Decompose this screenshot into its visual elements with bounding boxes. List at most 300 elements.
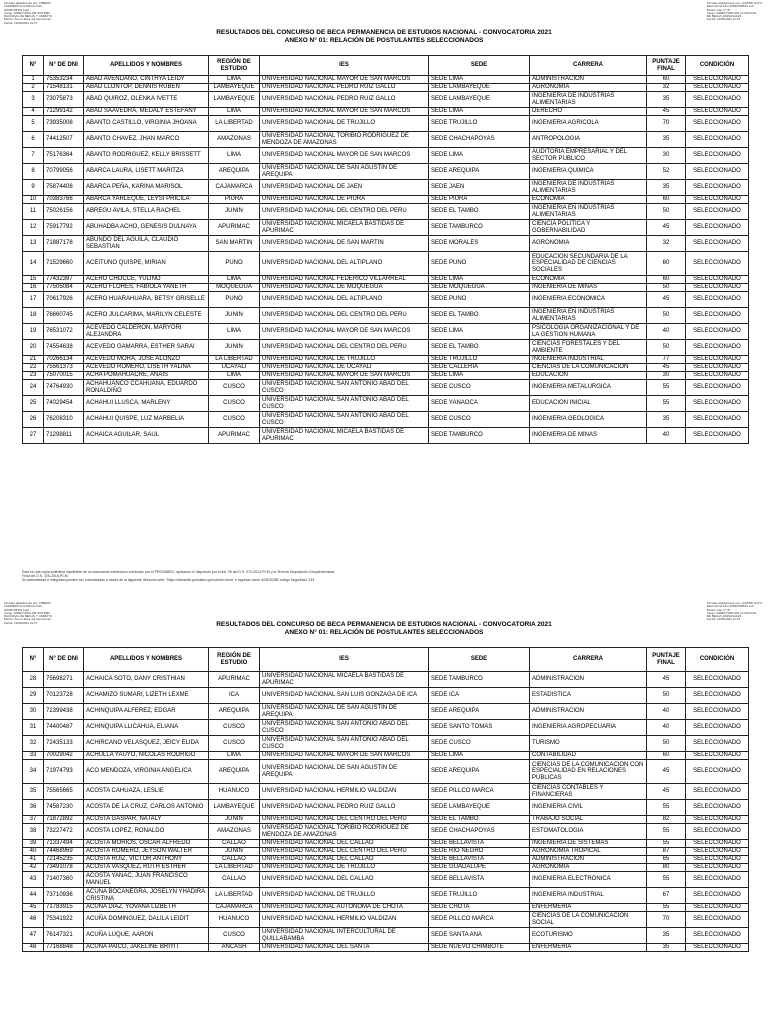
cell-region: JUNIN [209, 340, 260, 356]
cell-ies: UNIVERSIDAD NACIONAL MAYOR DE SAN MARCOS [260, 372, 429, 380]
cell-carrera: TRABAJO SOCIAL [530, 816, 647, 824]
cell-ies: UNIVERSIDAD NACIONAL DEL CALLAO [260, 872, 429, 888]
col-dni: N° DE DNI [44, 56, 84, 76]
cell-puntaje: 32 [647, 236, 686, 252]
cell-num: 13 [23, 236, 44, 252]
cell-name: ACHULLA YAUYO, NICOLAS RODRIGO [84, 752, 209, 760]
cell-condicion: SELECCIONADO [686, 276, 749, 284]
cell-carrera: INGENIERIA INDUSTRIAL [530, 888, 647, 904]
cell-carrera: AGRONOMIA [530, 84, 647, 92]
cell-name: ACEVEDO ROMERO, LISETH YALINA [84, 364, 209, 372]
cell-condicion: SELECCIONADO [686, 108, 749, 116]
cell-sede: SEDE NUEVO CHIMBOTE [429, 944, 530, 952]
table-row [23, 784, 749, 800]
cell-dni: 73075873 [44, 92, 84, 108]
cell-ies: UNIVERSIDAD NACIONAL AUTONOMA DE CHOTA [260, 904, 429, 912]
cell-num: 25 [23, 396, 44, 412]
cell-carrera: CIENCIAS FORESTALES Y DEL AMBIENTE [530, 340, 647, 356]
table-row [23, 396, 749, 412]
table-row [23, 904, 749, 912]
cell-dni: 75070015 [44, 372, 84, 380]
col-region: REGIÓN DE ESTUDIO [209, 648, 260, 672]
cell-carrera: ESTOMATOLOGIA [530, 824, 647, 840]
cell-condicion: SELECCIONADO [686, 252, 749, 276]
cell-puntaje: 40 [647, 428, 686, 444]
cell-dni: 74412507 [44, 132, 84, 148]
table-row [23, 196, 749, 204]
cell-dni: 72399438 [44, 704, 84, 720]
cell-name: ACHAMIZO SUMARI, LIZETH LEXME [84, 688, 209, 704]
cell-puntaje: 45 [647, 364, 686, 372]
cell-ies: UNIVERSIDAD NACIONAL DEL CENTRO DEL PERU [260, 204, 429, 220]
table-row [23, 284, 749, 292]
cell-carrera: CIENCIAS DE LA COMUNICACION SOCIAL [530, 912, 647, 928]
cell-puntaje: 35 [647, 132, 686, 148]
cell-dni: 76208310 [44, 412, 84, 428]
cell-num: 27 [23, 428, 44, 444]
cell-num: 47 [23, 928, 44, 944]
cell-num: 26 [23, 412, 44, 428]
cell-condicion: SELECCIONADO [686, 148, 749, 164]
cell-num: 24 [23, 380, 44, 396]
cell-carrera: ENFERMERIA [530, 904, 647, 912]
cell-carrera: ECONOMIA [530, 276, 647, 284]
col-num: N° [23, 648, 44, 672]
table-row [23, 132, 749, 148]
cell-carrera: INGENIERIA AGROPECUARIA [530, 720, 647, 736]
footer-note: Esta es una copia auténtica imprimible de un documento electrónico archivado por el PRONABEC, aplicando lo dispuesto por el Art. 25 del D.S. 070-2013-PCM y la Tercera Disposición Complementaria Final del D.S. 026-2016-PCM. Su autenticidad e integridad pueden ser contrastadas a través de la siguiente dirección web: "https://sitramite.pronabec.gob.pe/sin-firma" e ingresar clave: 8J2E5CBB código seguridad: 233 [22, 570, 335, 582]
cell-carrera: INGENIERIA EN INDUSTRIAS ALIMENTARIAS [530, 204, 647, 220]
cell-region: AREQUIPA [209, 164, 260, 180]
cell-carrera: AGRONOMIA [530, 864, 647, 872]
cell-dni: 70266134 [44, 356, 84, 364]
cell-puntaje: 50 [647, 204, 686, 220]
cell-carrera: INGENIERIA METALURGICA [530, 380, 647, 396]
cell-num: 3 [23, 92, 44, 108]
cell-condicion: SELECCIONADO [686, 164, 749, 180]
cell-sede: SEDE CALLERIA [429, 364, 530, 372]
cell-num: 14 [23, 252, 44, 276]
cell-puntaje: 60 [647, 252, 686, 276]
col-condicion: CONDICIÓN [686, 56, 749, 76]
cell-sede: SEDE EL TAMBO [429, 204, 530, 220]
cell-sede: SEDE MORALES [429, 236, 530, 252]
cell-sede: SEDE JAEN [429, 180, 530, 196]
cell-name: ABARCA YARLEQUE, LEYSI PRICILA [84, 196, 209, 204]
cell-region: LA LIBERTAD [209, 116, 260, 132]
cell-num: 11 [23, 204, 44, 220]
cell-sede: SEDE TAMBURCO [429, 220, 530, 236]
cell-ies: UNIVERSIDAD NACIONAL MICAELA BASTIDAS DE APURIMAC [260, 672, 429, 688]
cell-name: ACOSTA VASQUEZ, RUTH ESTHER [84, 864, 209, 872]
table-row [23, 928, 749, 944]
cell-puntaje: 55 [647, 380, 686, 396]
cell-sede: SEDE PUNO [429, 292, 530, 308]
cell-name: ABAD SAAVEDRA, MEDALY ESTEFANY [84, 108, 209, 116]
col-carrera: CARRERA [530, 648, 647, 672]
table-row [23, 372, 749, 380]
cell-name: ACOSTA CAHUAZA, LESLIE [84, 784, 209, 800]
cell-sede: SEDE TRUJILLO [429, 888, 530, 904]
cell-dni: 75565665 [44, 784, 84, 800]
cell-dni: 73935008 [44, 116, 84, 132]
cell-sede: SEDE PIURA [429, 196, 530, 204]
cell-name: ACO MENDOZA, VIRGINIA ANGELICA [84, 760, 209, 784]
cell-dni: 74587230 [44, 800, 84, 816]
cell-puntaje: 50 [647, 688, 686, 704]
cell-name: ACOSTA RUIZ, VICTOR ANTHONY [84, 856, 209, 864]
cell-name: ABANTO CASTILLO, VIRGINIA JHOANA [84, 116, 209, 132]
table-row [23, 204, 749, 220]
cell-sede: SEDE SANTO TOMAS [429, 720, 530, 736]
cell-sede: SEDE LIMA [429, 148, 530, 164]
cell-num: 33 [23, 752, 44, 760]
table-row [23, 220, 749, 236]
cell-carrera: DERECHO [530, 108, 647, 116]
cell-puntaje: 40 [647, 704, 686, 720]
cell-condicion: SELECCIONADO [686, 824, 749, 840]
cell-carrera: INGENIERIA CIVIL [530, 800, 647, 816]
table-row [23, 276, 749, 284]
cell-dni: 70123728 [44, 688, 84, 704]
cell-dni: 75353234 [44, 76, 84, 84]
cell-sede: SEDE PILLCO MARCA [429, 784, 530, 800]
cell-puntaje: 45 [647, 220, 686, 236]
cell-num: 41 [23, 856, 44, 864]
cell-condicion: SELECCIONADO [686, 308, 749, 324]
cell-num: 30 [23, 704, 44, 720]
cell-condicion: SELECCIONADO [686, 220, 749, 236]
cell-region: LAMBAYEQUE [209, 92, 260, 108]
cell-carrera: INGENIERIA ECONOMICA [530, 292, 647, 308]
cell-sede: SEDE ICA [429, 688, 530, 704]
cell-sede: SEDE LIMA [429, 276, 530, 284]
cell-condicion: SELECCIONADO [686, 364, 749, 372]
cell-condicion: SELECCIONADO [686, 840, 749, 848]
cell-dni: 71529660 [44, 252, 84, 276]
cell-sede: SEDE EL TAMBO [429, 816, 530, 824]
cell-num: 22 [23, 364, 44, 372]
cell-name: ACOSTA ROMERO, JEYSON WALTER [84, 848, 209, 856]
cell-condicion: SELECCIONADO [686, 396, 749, 412]
cell-puntaje: 70 [647, 912, 686, 928]
cell-num: 37 [23, 816, 44, 824]
cell-condicion: SELECCIONADO [686, 944, 749, 952]
cell-puntaje: 35 [647, 928, 686, 944]
cell-region: LA LIBERTAD [209, 864, 260, 872]
cell-carrera: INGENIERIA INDUSTRIAL [530, 356, 647, 364]
cell-condicion: SELECCIONADO [686, 412, 749, 428]
cell-puntaje: 55 [647, 904, 686, 912]
cell-region: LIMA [209, 276, 260, 284]
cell-region: LAMBAYEQUE [209, 800, 260, 816]
cell-sede: SEDE TAMBURCO [429, 428, 530, 444]
cell-num: 31 [23, 720, 44, 736]
cell-region: CALLAO [209, 856, 260, 864]
col-sede: SEDE [429, 648, 530, 672]
cell-dni: 71299142 [44, 108, 84, 116]
cell-condicion: SELECCIONADO [686, 864, 749, 872]
cell-ies: UNIVERSIDAD NACIONAL DE SAN AGUSTIN DE AREQUIPA [260, 164, 429, 180]
cell-sede: SEDE CUSCO [429, 380, 530, 396]
cell-region: MOQUEGUA [209, 284, 260, 292]
cell-num: 34 [23, 760, 44, 784]
table-row [23, 856, 749, 864]
cell-name: ACHAICA SOTO, DANY CRISTHIAN [84, 672, 209, 688]
cell-num: 12 [23, 220, 44, 236]
cell-puntaje: 67 [647, 888, 686, 904]
cell-region: CUSCO [209, 396, 260, 412]
cell-sede: SEDE AREQUIPA [429, 760, 530, 784]
cell-condicion: SELECCIONADO [686, 92, 749, 108]
cell-puntaje: 60 [647, 196, 686, 204]
cell-puntaje: 32 [647, 84, 686, 92]
cell-dni: 75561373 [44, 364, 84, 372]
cell-num: 39 [23, 840, 44, 848]
cell-puntaje: 35 [647, 412, 686, 428]
cell-name: ACOSTA MORIOS, OSCAR ALFREDO [84, 840, 209, 848]
cell-sede: SEDE PUNO [429, 252, 530, 276]
cell-ies: UNIVERSIDAD NACIONAL DE TRUJILLO [260, 864, 429, 872]
cell-condicion: SELECCIONADO [686, 928, 749, 944]
cell-condicion: SELECCIONADO [686, 76, 749, 84]
cell-name: ABAD AVENDAÑO, CINTHYA LEIDY [84, 76, 209, 84]
cell-sede: SEDE TRUJILLO [429, 116, 530, 132]
col-region: REGIÓN DE ESTUDIO [209, 56, 260, 76]
cell-region: LIMA [209, 76, 260, 84]
cell-num: 23 [23, 372, 44, 380]
cell-dni: 77168848 [44, 944, 84, 952]
table-row [23, 364, 749, 372]
cell-condicion: SELECCIONADO [686, 848, 749, 856]
cell-carrera: AGRONOMIA TROPICAL [530, 848, 647, 856]
cell-region: APURIMAC [209, 220, 260, 236]
cell-num: 35 [23, 784, 44, 800]
cell-ies: UNIVERSIDAD NACIONAL MAYOR DE SAN MARCOS [260, 752, 429, 760]
cell-num: 43 [23, 872, 44, 888]
cell-condicion: SELECCIONADO [686, 380, 749, 396]
table-row [23, 324, 749, 340]
cell-name: ACHINQUIPA LLICAHUA, ELIANA [84, 720, 209, 736]
cell-dni: 71974793 [44, 760, 84, 784]
cell-region: ANCASH [209, 944, 260, 952]
cell-region: PIURA [209, 196, 260, 204]
table-row [23, 292, 749, 308]
cell-condicion: SELECCIONADO [686, 324, 749, 340]
cell-dni: 76147321 [44, 928, 84, 944]
cell-ies: UNIVERSIDAD NACIONAL TORIBIO RODRIGUEZ DE MENDOZA DE AMAZONAS [260, 824, 429, 840]
cell-dni: 74468969 [44, 848, 84, 856]
table-header [23, 56, 749, 76]
col-sede: SEDE [429, 56, 530, 76]
cell-ies: UNIVERSIDAD NACIONAL DEL ALTIPLANO [260, 292, 429, 308]
cell-sede: SEDE YANAOCA [429, 396, 530, 412]
cell-puntaje: 45 [647, 760, 686, 784]
cell-ies: UNIVERSIDAD NACIONAL SAN ANTONIO ABAD DEL CUSCO [260, 412, 429, 428]
table-header [23, 648, 749, 672]
cell-num: 9 [23, 180, 44, 196]
cell-ies: UNIVERSIDAD NACIONAL DE PIURA [260, 196, 429, 204]
digital-signature-right: Firmado digitalmente por: QUISPE JOYO Elsa Karina FAU 20546798152 soft Motivo: Doy V° B° Cargo: DIRECTORA DE LA OFICINA DE BECAS ESPECIALES Fecha: 13/05/2021 21:15 [706, 601, 762, 622]
cell-carrera: CIENCIAS DE LA COMUNICACION [530, 364, 647, 372]
cell-carrera: ADMINISTRACION [530, 704, 647, 720]
col-name: APELLIDOS Y NOMBRES [84, 648, 209, 672]
page-2 [0, 600, 768, 1024]
document-title: RESULTADOS DEL CONCURSO DE BECA PERMANENCIA DE ESTUDIOS NACIONAL - CONVOCATORIA 2021 [216, 621, 552, 628]
cell-sede: SEDE CHOTA [429, 904, 530, 912]
cell-name: ACOSTA GASPAR, NATALY [84, 816, 209, 824]
cell-condicion: SELECCIONADO [686, 672, 749, 688]
cell-puntaje: 65 [647, 856, 686, 864]
cell-name: ACOSTA DE LA CRUZ, CARLOS ANTONIO [84, 800, 209, 816]
cell-puntaje: 52 [647, 164, 686, 180]
cell-name: ACHAHUANCO CCAHUANA, EDUARDO RONALDIÑO [84, 380, 209, 396]
cell-num: 5 [23, 116, 44, 132]
col-name: APELLIDOS Y NOMBRES [84, 56, 209, 76]
cell-region: AREQUIPA [209, 760, 260, 784]
table-row [23, 864, 749, 872]
cell-region: ICA [209, 688, 260, 704]
cell-carrera: INGENIERIA GEOLOGICA [530, 412, 647, 428]
cell-region: LIMA [209, 324, 260, 340]
cell-ies: UNIVERSIDAD NACIONAL MAYOR DE SAN MARCOS [260, 148, 429, 164]
cell-dni: 74029454 [44, 396, 84, 412]
cell-name: ACERO CHOCCE, YULIÑO [84, 276, 209, 284]
table-row [23, 164, 749, 180]
digital-signature-left: Firmado digitalmente por: TIBERIO CONDEZO Luis Alfredo FAU 20546798152 hard Cargo: DIRECTORA DE SISTEMA NACIONAL DE BECAS Y CRÉDITO Motivo: Soy el autor del documento Fecha: 13/05/2021 21:27 [4, 1, 53, 25]
cell-region: APURIMAC [209, 672, 260, 688]
cell-dni: 72435133 [44, 736, 84, 752]
cell-sede: SEDE GUADALUPE [429, 864, 530, 872]
cell-num: 1 [23, 76, 44, 84]
cell-carrera: PSICOLOGIA ORGANIZACIONAL Y DE LA GESTION HUMANA [530, 324, 647, 340]
cell-ies: UNIVERSIDAD NACIONAL SAN ANTONIO ABAD DEL CUSCO [260, 380, 429, 396]
cell-carrera: INGENIERIA QUIMICA [530, 164, 647, 180]
cell-puntaje: 82 [647, 816, 686, 824]
col-dni: N° DE DNI [44, 648, 84, 672]
cell-dni: 71337494 [44, 840, 84, 848]
cell-puntaje: 55 [647, 840, 686, 848]
table-row [23, 308, 749, 324]
cell-ies: UNIVERSIDAD NACIONAL HERMILIO VALDIZAN [260, 784, 429, 800]
digital-signature-left: Firmado digitalmente por: TIBERIO CONDEZO Luis Alfredo FAU 20546798152 hard Cargo: DIRECTORA DE SISTEMA NACIONAL DE BECAS Y CRÉDITO Motivo: Soy el autor del documento Fecha: 13/05/2021 21:27 [4, 601, 53, 625]
cell-region: HUANUCO [209, 912, 260, 928]
cell-num: 42 [23, 864, 44, 872]
cell-num: 20 [23, 340, 44, 356]
cell-region: LIMA [209, 372, 260, 380]
cell-num: 7 [23, 148, 44, 164]
cell-num: 17 [23, 292, 44, 308]
cell-name: ABUNDO DEL AGUILA, CLAUDIO SEBASTIAN [84, 236, 209, 252]
cell-puntaje: 45 [647, 672, 686, 688]
cell-sede: SEDE LIMA [429, 108, 530, 116]
cell-dni: 75176364 [44, 148, 84, 164]
cell-puntaje: 60 [647, 276, 686, 284]
cell-puntaje: 50 [647, 736, 686, 752]
cell-condicion: SELECCIONADO [686, 720, 749, 736]
table-row [23, 252, 749, 276]
cell-condicion: SELECCIONADO [686, 356, 749, 364]
cell-ies: UNIVERSIDAD NACIONAL PEDRO RUIZ GALLO [260, 84, 429, 92]
cell-dni: 71872892 [44, 816, 84, 824]
cell-puntaje: 87 [647, 848, 686, 856]
cell-ies: UNIVERSIDAD NACIONAL DE TRUJILLO [260, 888, 429, 904]
cell-puntaje: 77 [647, 356, 686, 364]
cell-region: JUNIN [209, 204, 260, 220]
cell-condicion: SELECCIONADO [686, 912, 749, 928]
cell-sede: SEDE LIMA [429, 76, 530, 84]
cell-carrera: AUDITORIA EMPRESARIAL Y DEL SECTOR PUBLICO [530, 148, 647, 164]
cell-ies: UNIVERSIDAD NACIONAL MAYOR DE SAN MARCOS [260, 108, 429, 116]
cell-num: 2 [23, 84, 44, 92]
cell-puntaje: 55 [647, 824, 686, 840]
cell-condicion: SELECCIONADO [686, 816, 749, 824]
cell-name: ACUÑA LUQUE, AARON [84, 928, 209, 944]
cell-num: 21 [23, 356, 44, 364]
cell-dni: 73227472 [44, 824, 84, 840]
cell-puntaje: 60 [647, 752, 686, 760]
table-row [23, 108, 749, 116]
results-table-page-2 [22, 647, 749, 952]
cell-sede: SEDE PILLCO MARCA [429, 912, 530, 928]
cell-ies: UNIVERSIDAD NACIONAL DE UCAYALI [260, 364, 429, 372]
cell-sede: SEDE CHACHAPOYAS [429, 132, 530, 148]
cell-ies: UNIVERSIDAD NACIONAL SAN ANTONIO ABAD DEL CUSCO [260, 720, 429, 736]
table-row [23, 380, 749, 396]
cell-puntaje: 35 [647, 92, 686, 108]
table-row [23, 412, 749, 428]
cell-puntaje: 60 [647, 76, 686, 84]
cell-region: CALLAO [209, 840, 260, 848]
cell-carrera: ENFERMERIA [530, 944, 647, 952]
cell-sede: SEDE LAMBAYEQUE [429, 92, 530, 108]
cell-ies: UNIVERSIDAD NACIONAL MICAELA BASTIDAS DE APURIMAC [260, 220, 429, 236]
cell-puntaje: 30 [647, 148, 686, 164]
cell-condicion: SELECCIONADO [686, 752, 749, 760]
col-puntaje: PUNTAJE FINAL [647, 56, 686, 76]
cell-name: ACERO HUARAHUARA, BETSY GRISELLE [84, 292, 209, 308]
cell-carrera: CIENCIAS CONTABLES Y FINANCIERAS [530, 784, 647, 800]
cell-condicion: SELECCIONADO [686, 872, 749, 888]
cell-sede: SEDE BELLAVISTA [429, 872, 530, 888]
cell-dni: 75874408 [44, 180, 84, 196]
cell-ies: UNIVERSIDAD NACIONAL DE MOQUEGUA [260, 284, 429, 292]
cell-condicion: SELECCIONADO [686, 760, 749, 784]
table-row [23, 672, 749, 688]
table-row [23, 824, 749, 840]
cell-condicion: SELECCIONADO [686, 688, 749, 704]
table-row [23, 180, 749, 196]
col-ies: IES [260, 56, 429, 76]
table-row [23, 752, 749, 760]
cell-sede: SEDE TRUJILLO [429, 356, 530, 364]
col-puntaje: PUNTAJE FINAL [647, 648, 686, 672]
cell-name: ABAD QUIROZ, OLENKA IVETTE [84, 92, 209, 108]
cell-region: APURIMAC [209, 428, 260, 444]
cell-puntaje: 55 [647, 396, 686, 412]
cell-dni: 74400487 [44, 720, 84, 736]
cell-num: 48 [23, 944, 44, 952]
document-title: RESULTADOS DEL CONCURSO DE BECA PERMANENCIA DE ESTUDIOS NACIONAL - CONVOCATORIA 2021 [216, 29, 552, 36]
cell-condicion: SELECCIONADO [686, 888, 749, 904]
cell-condicion: SELECCIONADO [686, 132, 749, 148]
cell-condicion: SELECCIONADO [686, 904, 749, 912]
cell-dni: 75341922 [44, 912, 84, 928]
cell-num: 32 [23, 736, 44, 752]
cell-region: LA LIBERTAD [209, 888, 260, 904]
cell-region: SAN MARTIN [209, 236, 260, 252]
cell-dni: 71298811 [44, 428, 84, 444]
